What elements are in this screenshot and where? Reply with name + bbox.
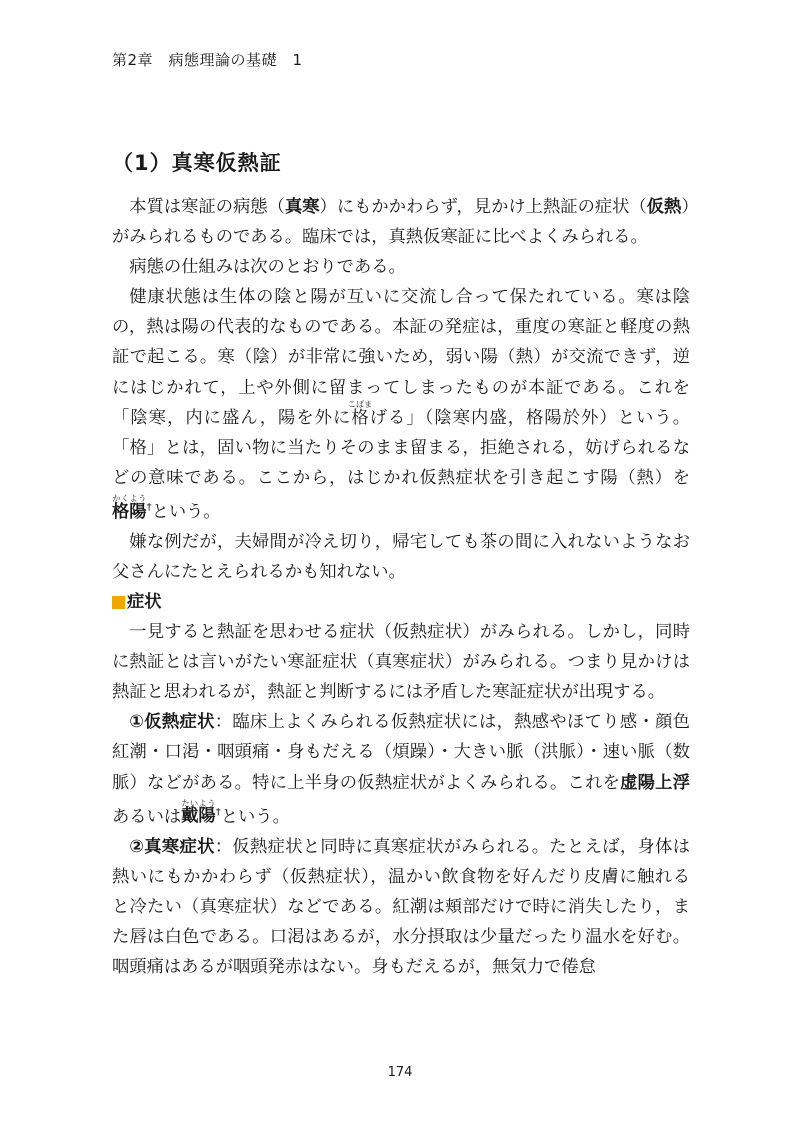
term-kanetsu: 仮熱 — [646, 197, 682, 217]
section-title: （1）真寒仮熱証 — [112, 151, 282, 175]
paragraph-false-heat: ①仮熱症状：臨床上よくみられる仮熱症状には，熱感やほてり感・顔色紅潮・口渇・咽頭痛・身もだえる（煩躁）・大きい脈（洪脈）・速い脈（数脈）などがある。特に上半身の仮熱症状がよくみられる。これを虚陽上浮あるいは戴陽たいよう†という。 — [112, 712, 690, 827]
item-label-true-cold: ②真寒症状 — [129, 836, 215, 857]
term-shinkan: 真寒 — [284, 197, 320, 217]
running-header: 第2章 病態理論の基礎 1 — [112, 51, 303, 69]
term-taiyou: 戴陽たいよう — [181, 798, 216, 827]
paragraph-analogy: 嫌な例だが，夫婦間が冷え切り，帰宅しても茶の間に入れないようなお父さんにたとえられるかも知れない。 — [112, 531, 690, 582]
paragraph-true-cold: ②真寒症状：仮熱症状と同時に真寒症状がみられる。たとえば，身体は熱いにもかかわらず（仮熱症状），温かい飲食物を好んだり皮膚に触れると冷たい（真寒症状）などである。紅潮は頬部だけで時に消失したり，また唇は白色である。口渇はあるが，水分摂取は少量だったり温水を好む。咽頭痛はあるが咽頭発赤はない。身もだえるが，無気力で倦怠 — [112, 836, 690, 977]
paragraph-mechanism: 健康状態は生体の陰と陽が互いに交流し合って保たれている。寒は陰の，熱は陽の代表的なものである。本証の発症は，重度の寒証と軽度の熱証で起こる。寒（陰）が非常に強いため，弱い陽（熱）が交流できず，逆にはじかれて，上や外側に留まってしまったものが本証である。これを「陰寒，内に盛ん，陽を外に格こばまげる」（陰寒内盛，格陽於外）という。「格」とは，固い物に当たりそのまま留まる，拒絶される，妨げられるなどの意味である。ここから，はじかれ仮熱症状を引き起こす陽（熱）を格陽かくよう†という。 — [112, 287, 690, 522]
dagger-mark: † — [146, 501, 152, 513]
paragraph-symptoms-intro: 一見すると熱証を思わせる症状（仮熱症状）がみられる。しかし，同時に熱証とは言いがたい寒証症状（真寒症状）がみられる。つまり見かけは熱証と思われるが，熱証と判断するには矛盾した寒証症状が出現する。 — [112, 622, 690, 703]
paragraph-mechanism-intro: 病態の仕組みは次のとおりである。 — [129, 257, 406, 278]
ruby-kaku: 格こばま — [348, 399, 373, 428]
term-kakuyou: 格陽かくよう — [112, 493, 147, 522]
term-kyoyo-jofu: 虚陽上浮 — [620, 772, 690, 793]
body-text — [112, 192, 690, 982]
dagger-mark: † — [215, 806, 221, 818]
item-label-false-heat: ①仮熱症状 — [129, 712, 215, 733]
page-number: 174 — [387, 1065, 413, 1080]
square-bullet-icon — [112, 596, 125, 609]
subhead-symptoms: 症状 — [112, 587, 690, 617]
paragraph-definition: 本質は寒証の病態（真寒）にもかかわらず，見かけ上熱証の症状（仮熱）がみられるものである。臨床では，真熱仮寒証に比べよくみられる。 — [112, 197, 690, 248]
